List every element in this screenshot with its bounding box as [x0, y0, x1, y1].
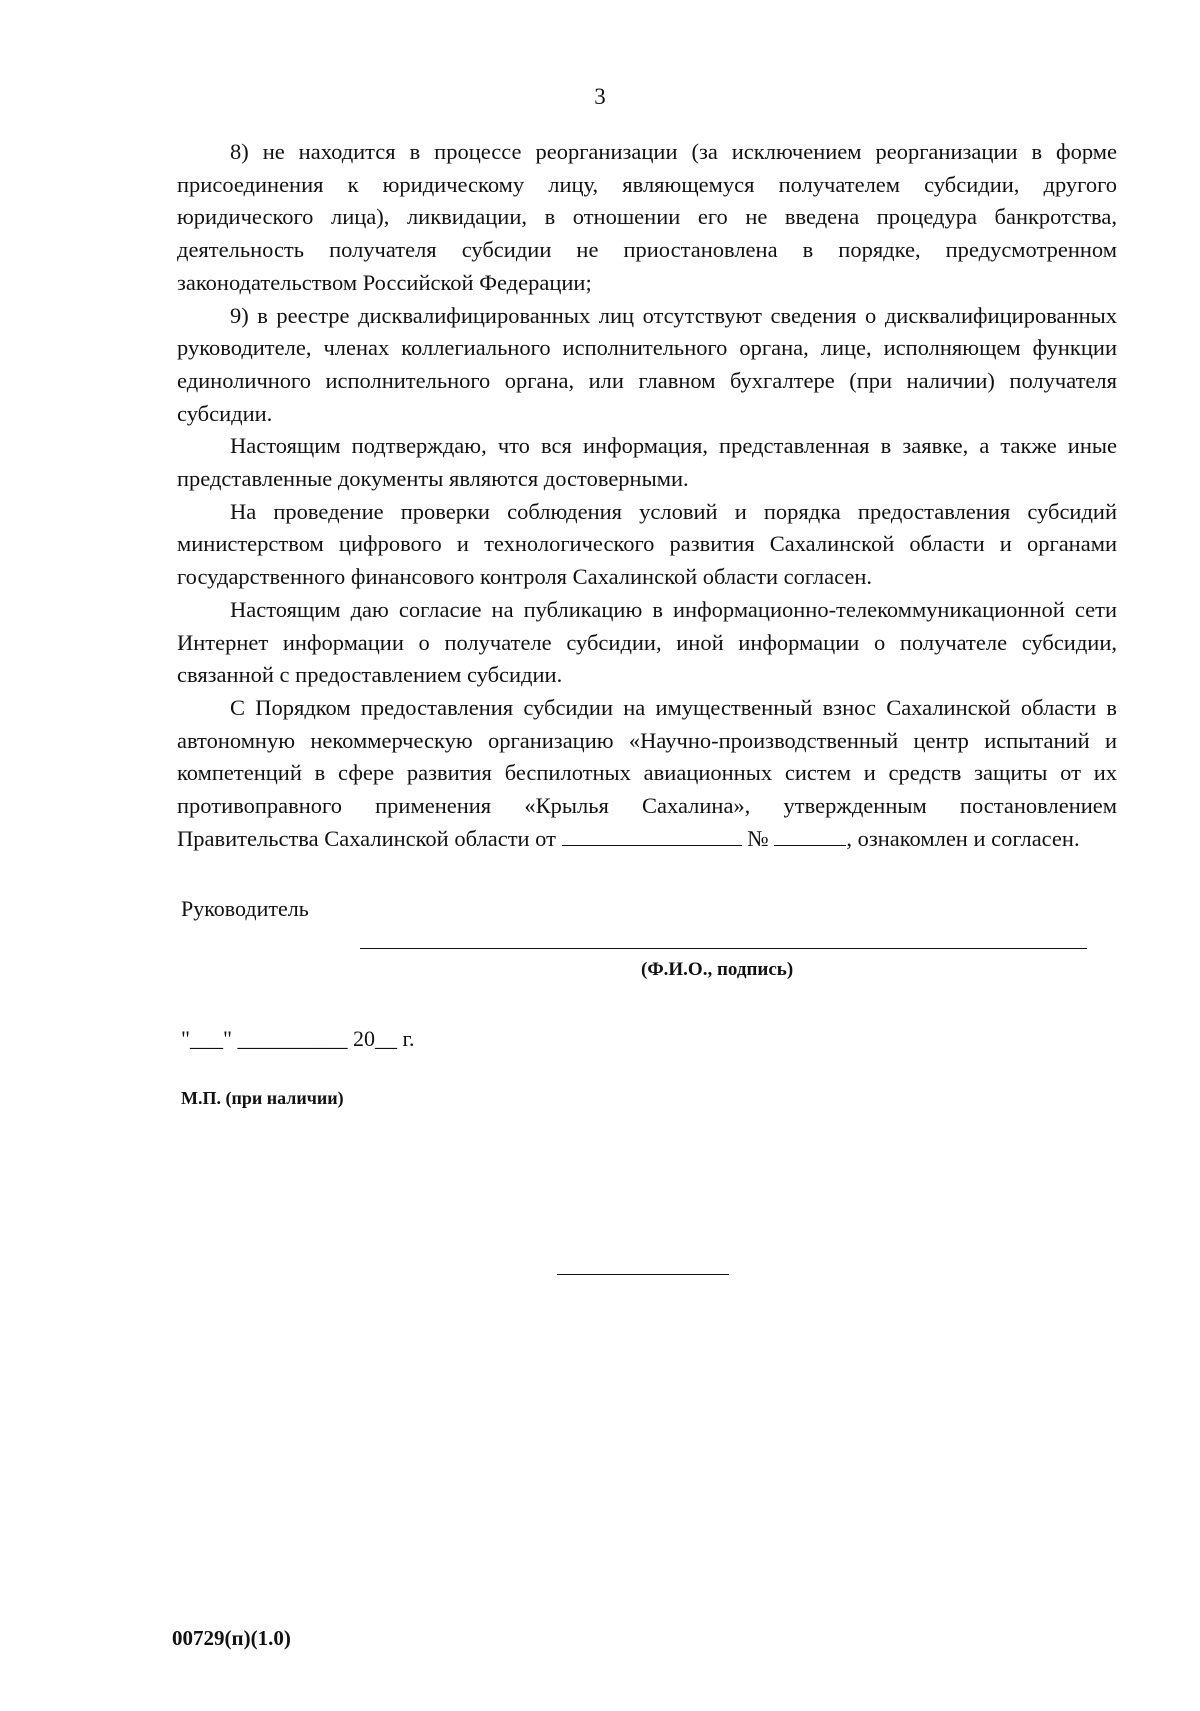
document-body — [177, 136, 1117, 855]
paragraph-item-8: 8) не находится в процессе реорганизации (за исключением реорганизации в форме присоединения к юридическому лицу, являющемуся получателем субсидии, другого юридического лица), ликвидации, в отношении его не введена процедура банкротства, деятельность получателя субсидии не приостановлена в порядке, предусмотренном законодательством Российской Федерации; — [177, 139, 1117, 295]
end-divider — [557, 1274, 729, 1275]
paragraph-publication-consent: Настоящим даю согласие на публикацию в информационно-телекоммуникационной сети Интернет информации о получателе субсидии, иной информации о получателе субсидии, связанной с предоставлением субсидии. — [177, 596, 1117, 688]
number-sign: № — [747, 825, 769, 851]
paragraph-confirmation: Настоящим подтверждаю, что вся информация, представленная в заявке, а также иные представленные документы являются достоверными. — [177, 433, 1117, 492]
paragraph-acknowledgement — [177, 692, 1117, 856]
stamp-note: М.П. (при наличии) — [181, 1088, 344, 1108]
decree-date-blank — [562, 827, 742, 846]
page-number: 3 — [594, 84, 606, 109]
decree-number-blank — [774, 827, 846, 846]
signature-line — [360, 948, 1087, 949]
paragraph-item-9: 9) в реестре дисквалифицированных лиц отсутствуют сведения о дисквалифицированных руководителе, членах коллегиального исполнительного органа, лице, исполняющем функции единоличного исполнительного органа, или главном бухгалтере (при наличии) получателя субсидии. — [177, 302, 1117, 426]
signer-role-label: Руководитель — [181, 896, 309, 921]
acknowledgement-text: С Порядком предоставления субсидии на имущественный взнос Сахалинской области в автономную некоммерческую организацию «Научно-производственный центр испытаний и компетенций в сфере развития беспилотных авиационных систем и средств защиты от их противоправного применения «Крылья Сахалина», утвержденным постановлением Правительства Сахалинской области от — [177, 694, 1117, 851]
paragraph-inspection-consent: На проведение проверки соблюдения условий и порядка предоставления субсидий министерством цифрового и технологического развития Сахалинской области и органами государственного финансового контроля Сахалинской области согласен. — [177, 498, 1117, 590]
date-line: "___" __________ 20__ г. — [181, 1026, 415, 1051]
acknowledgement-ending: , ознакомлен и согласен. — [846, 825, 1080, 851]
signature-caption: (Ф.И.О., подпись) — [641, 959, 794, 980]
document-code: 00729(п)(1.0) — [172, 1626, 291, 1650]
